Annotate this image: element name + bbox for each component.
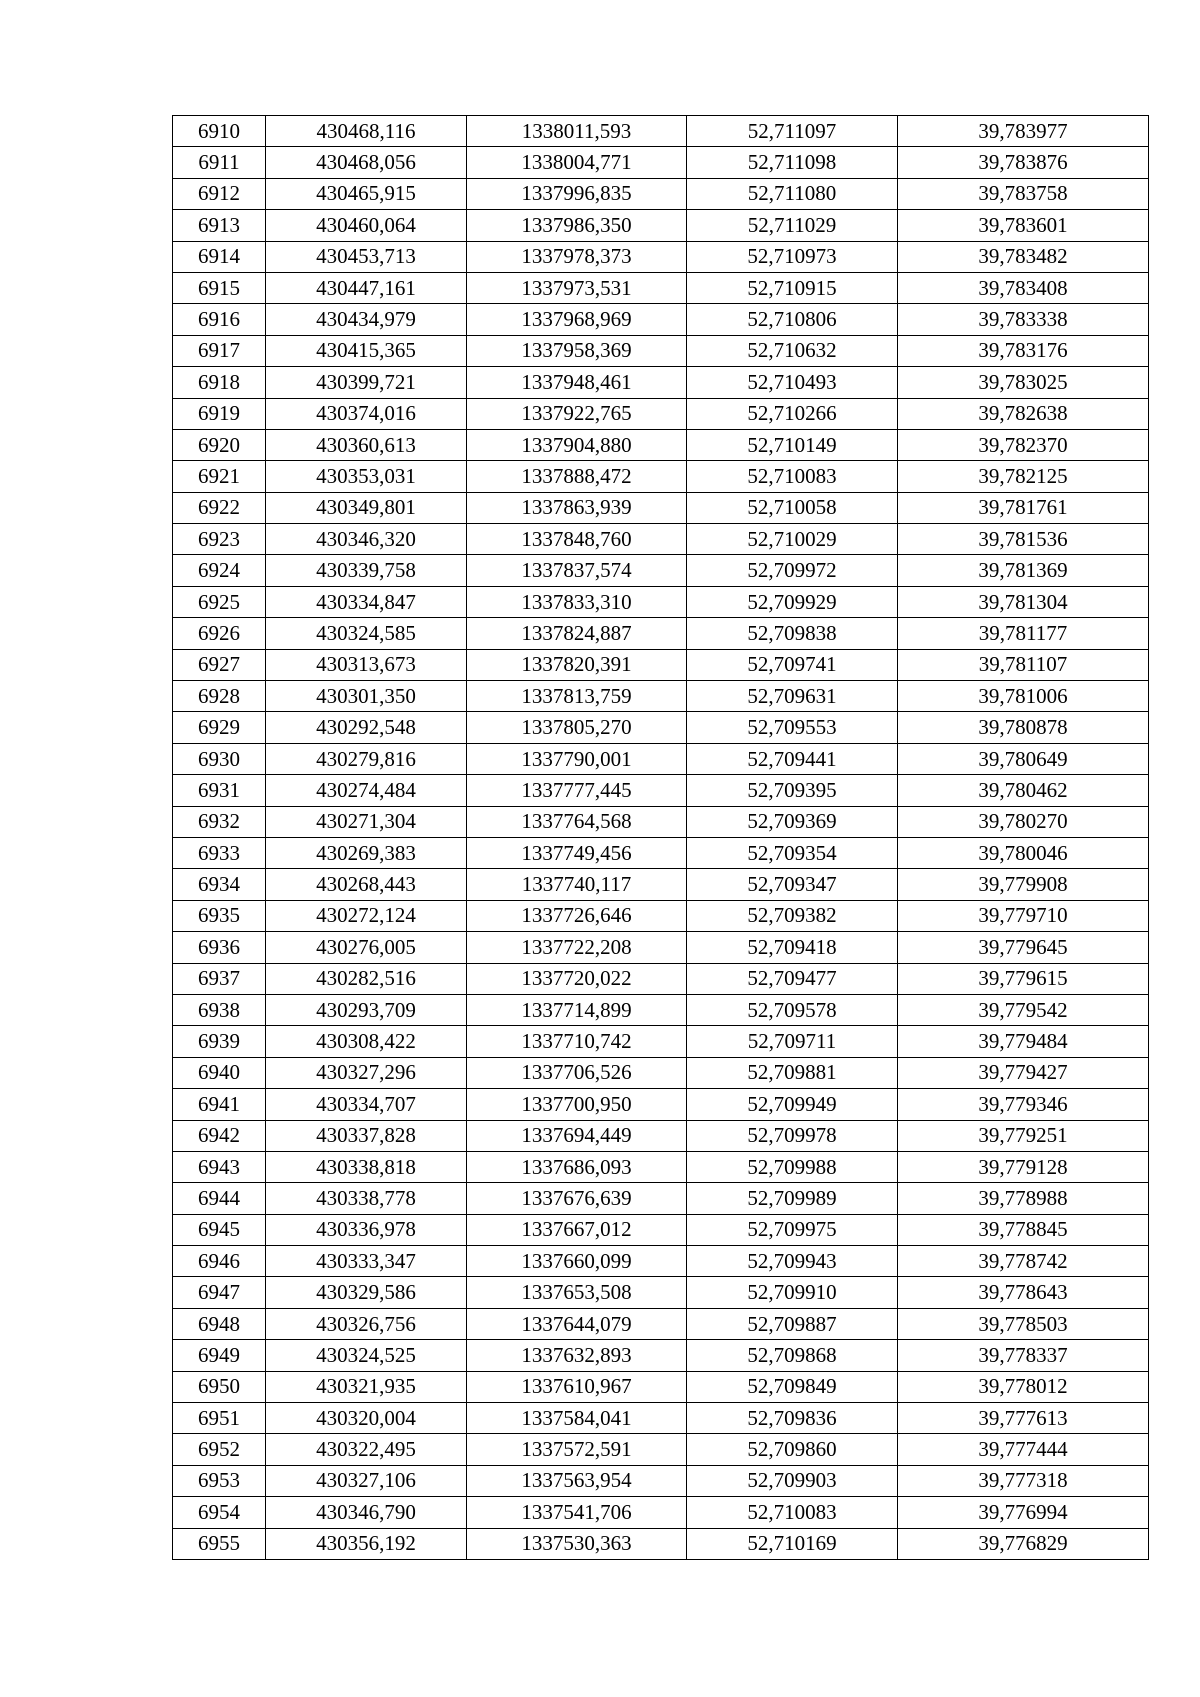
point-number-cell: 6937 — [173, 963, 266, 994]
coordinates-table — [172, 115, 1149, 1560]
latitude-cell: 52,710973 — [687, 241, 898, 272]
longitude-cell: 39,783025 — [898, 367, 1149, 398]
latitude-cell: 52,711029 — [687, 210, 898, 241]
point-number-cell: 6943 — [173, 1151, 266, 1182]
x-coordinate-cell: 430336,978 — [266, 1214, 467, 1245]
x-coordinate-cell: 430434,979 — [266, 304, 467, 335]
table-row — [173, 806, 1149, 837]
table-row — [173, 712, 1149, 743]
table-row — [173, 492, 1149, 523]
table-row — [173, 1151, 1149, 1182]
point-number-cell: 6946 — [173, 1246, 266, 1277]
point-number-cell: 6924 — [173, 555, 266, 586]
longitude-cell: 39,779427 — [898, 1057, 1149, 1088]
x-coordinate-cell: 430292,548 — [266, 712, 467, 743]
longitude-cell: 39,782125 — [898, 461, 1149, 492]
y-coordinate-cell: 1337706,526 — [467, 1057, 687, 1088]
point-number-cell: 6952 — [173, 1434, 266, 1465]
x-coordinate-cell: 430356,192 — [266, 1528, 467, 1559]
longitude-cell: 39,779710 — [898, 900, 1149, 931]
point-number-cell: 6947 — [173, 1277, 266, 1308]
x-coordinate-cell: 430465,915 — [266, 178, 467, 209]
point-number-cell: 6945 — [173, 1214, 266, 1245]
y-coordinate-cell: 1337805,270 — [467, 712, 687, 743]
latitude-cell: 52,711097 — [687, 116, 898, 147]
x-coordinate-cell: 430293,709 — [266, 994, 467, 1025]
latitude-cell: 52,709910 — [687, 1277, 898, 1308]
y-coordinate-cell: 1337653,508 — [467, 1277, 687, 1308]
longitude-cell: 39,778012 — [898, 1371, 1149, 1402]
point-number-cell: 6916 — [173, 304, 266, 335]
longitude-cell: 39,778988 — [898, 1183, 1149, 1214]
y-coordinate-cell: 1337530,363 — [467, 1528, 687, 1559]
table-row — [173, 1497, 1149, 1528]
longitude-cell: 39,780046 — [898, 837, 1149, 868]
longitude-cell: 39,776994 — [898, 1497, 1149, 1528]
x-coordinate-cell: 430399,721 — [266, 367, 467, 398]
latitude-cell: 52,709382 — [687, 900, 898, 931]
y-coordinate-cell: 1337749,456 — [467, 837, 687, 868]
point-number-cell: 6925 — [173, 586, 266, 617]
longitude-cell: 39,781304 — [898, 586, 1149, 617]
latitude-cell: 52,709838 — [687, 618, 898, 649]
y-coordinate-cell: 1337820,391 — [467, 649, 687, 680]
y-coordinate-cell: 1337632,893 — [467, 1340, 687, 1371]
longitude-cell: 39,783176 — [898, 335, 1149, 366]
latitude-cell: 52,709860 — [687, 1434, 898, 1465]
x-coordinate-cell: 430327,106 — [266, 1465, 467, 1496]
longitude-cell: 39,783408 — [898, 272, 1149, 303]
point-number-cell: 6919 — [173, 398, 266, 429]
x-coordinate-cell: 430338,778 — [266, 1183, 467, 1214]
table-row — [173, 1403, 1149, 1434]
latitude-cell: 52,709395 — [687, 775, 898, 806]
latitude-cell: 52,711098 — [687, 147, 898, 178]
latitude-cell: 52,710806 — [687, 304, 898, 335]
latitude-cell: 52,710083 — [687, 1497, 898, 1528]
x-coordinate-cell: 430321,935 — [266, 1371, 467, 1402]
point-number-cell: 6926 — [173, 618, 266, 649]
latitude-cell: 52,709347 — [687, 869, 898, 900]
y-coordinate-cell: 1337790,001 — [467, 743, 687, 774]
x-coordinate-cell: 430453,713 — [266, 241, 467, 272]
longitude-cell: 39,776829 — [898, 1528, 1149, 1559]
point-number-cell: 6930 — [173, 743, 266, 774]
table-row — [173, 1120, 1149, 1151]
x-coordinate-cell: 430339,758 — [266, 555, 467, 586]
table-row — [173, 1465, 1149, 1496]
table-row — [173, 1026, 1149, 1057]
y-coordinate-cell: 1337863,939 — [467, 492, 687, 523]
x-coordinate-cell: 430349,801 — [266, 492, 467, 523]
y-coordinate-cell: 1337888,472 — [467, 461, 687, 492]
table-row — [173, 743, 1149, 774]
longitude-cell: 39,782638 — [898, 398, 1149, 429]
point-number-cell: 6915 — [173, 272, 266, 303]
point-number-cell: 6911 — [173, 147, 266, 178]
point-number-cell: 6938 — [173, 994, 266, 1025]
longitude-cell: 39,778845 — [898, 1214, 1149, 1245]
point-number-cell: 6912 — [173, 178, 266, 209]
table-row — [173, 1528, 1149, 1559]
y-coordinate-cell: 1337714,899 — [467, 994, 687, 1025]
latitude-cell: 52,710632 — [687, 335, 898, 366]
point-number-cell: 6913 — [173, 210, 266, 241]
x-coordinate-cell: 430346,790 — [266, 1497, 467, 1528]
y-coordinate-cell: 1337833,310 — [467, 586, 687, 617]
latitude-cell: 52,711080 — [687, 178, 898, 209]
table-row — [173, 335, 1149, 366]
latitude-cell: 52,709418 — [687, 932, 898, 963]
y-coordinate-cell: 1337986,350 — [467, 210, 687, 241]
latitude-cell: 52,710058 — [687, 492, 898, 523]
longitude-cell: 39,783876 — [898, 147, 1149, 178]
x-coordinate-cell: 430308,422 — [266, 1026, 467, 1057]
point-number-cell: 6931 — [173, 775, 266, 806]
y-coordinate-cell: 1337922,765 — [467, 398, 687, 429]
longitude-cell: 39,778503 — [898, 1308, 1149, 1339]
y-coordinate-cell: 1337644,079 — [467, 1308, 687, 1339]
table-row — [173, 524, 1149, 555]
latitude-cell: 52,709975 — [687, 1214, 898, 1245]
point-number-cell: 6948 — [173, 1308, 266, 1339]
table-row — [173, 429, 1149, 460]
longitude-cell: 39,779128 — [898, 1151, 1149, 1182]
latitude-cell: 52,710029 — [687, 524, 898, 555]
table-row — [173, 586, 1149, 617]
table-row — [173, 304, 1149, 335]
y-coordinate-cell: 1337848,760 — [467, 524, 687, 555]
x-coordinate-cell: 430324,525 — [266, 1340, 467, 1371]
latitude-cell: 52,710493 — [687, 367, 898, 398]
x-coordinate-cell: 430415,365 — [266, 335, 467, 366]
longitude-cell: 39,779615 — [898, 963, 1149, 994]
longitude-cell: 39,779251 — [898, 1120, 1149, 1151]
latitude-cell: 52,709354 — [687, 837, 898, 868]
table-row — [173, 1308, 1149, 1339]
longitude-cell: 39,780878 — [898, 712, 1149, 743]
latitude-cell: 52,709849 — [687, 1371, 898, 1402]
latitude-cell: 52,709887 — [687, 1308, 898, 1339]
table-row — [173, 210, 1149, 241]
coordinates-table-body — [173, 116, 1149, 1560]
latitude-cell: 52,709903 — [687, 1465, 898, 1496]
x-coordinate-cell: 430346,320 — [266, 524, 467, 555]
y-coordinate-cell: 1338011,593 — [467, 116, 687, 147]
table-row — [173, 1214, 1149, 1245]
x-coordinate-cell: 430353,031 — [266, 461, 467, 492]
y-coordinate-cell: 1337978,373 — [467, 241, 687, 272]
y-coordinate-cell: 1337996,835 — [467, 178, 687, 209]
latitude-cell: 52,709441 — [687, 743, 898, 774]
y-coordinate-cell: 1337720,022 — [467, 963, 687, 994]
table-row — [173, 1089, 1149, 1120]
y-coordinate-cell: 1337563,954 — [467, 1465, 687, 1496]
point-number-cell: 6934 — [173, 869, 266, 900]
point-number-cell: 6954 — [173, 1497, 266, 1528]
table-row — [173, 618, 1149, 649]
point-number-cell: 6953 — [173, 1465, 266, 1496]
latitude-cell: 52,709881 — [687, 1057, 898, 1088]
y-coordinate-cell: 1337710,742 — [467, 1026, 687, 1057]
point-number-cell: 6951 — [173, 1403, 266, 1434]
latitude-cell: 52,710169 — [687, 1528, 898, 1559]
y-coordinate-cell: 1337726,646 — [467, 900, 687, 931]
longitude-cell: 39,781536 — [898, 524, 1149, 555]
point-number-cell: 6921 — [173, 461, 266, 492]
y-coordinate-cell: 1337764,568 — [467, 806, 687, 837]
point-number-cell: 6923 — [173, 524, 266, 555]
longitude-cell: 39,783758 — [898, 178, 1149, 209]
longitude-cell: 39,781761 — [898, 492, 1149, 523]
x-coordinate-cell: 430334,847 — [266, 586, 467, 617]
longitude-cell: 39,781369 — [898, 555, 1149, 586]
x-coordinate-cell: 430322,495 — [266, 1434, 467, 1465]
point-number-cell: 6910 — [173, 116, 266, 147]
point-number-cell: 6935 — [173, 900, 266, 931]
point-number-cell: 6949 — [173, 1340, 266, 1371]
y-coordinate-cell: 1337584,041 — [467, 1403, 687, 1434]
table-row — [173, 681, 1149, 712]
latitude-cell: 52,709711 — [687, 1026, 898, 1057]
x-coordinate-cell: 430313,673 — [266, 649, 467, 680]
latitude-cell: 52,709477 — [687, 963, 898, 994]
latitude-cell: 52,710266 — [687, 398, 898, 429]
longitude-cell: 39,778742 — [898, 1246, 1149, 1277]
longitude-cell: 39,777444 — [898, 1434, 1149, 1465]
y-coordinate-cell: 1337904,880 — [467, 429, 687, 460]
table-row — [173, 900, 1149, 931]
latitude-cell: 52,709868 — [687, 1340, 898, 1371]
longitude-cell: 39,778337 — [898, 1340, 1149, 1371]
x-coordinate-cell: 430337,828 — [266, 1120, 467, 1151]
longitude-cell: 39,779645 — [898, 932, 1149, 963]
latitude-cell: 52,709949 — [687, 1089, 898, 1120]
x-coordinate-cell: 430326,756 — [266, 1308, 467, 1339]
x-coordinate-cell: 430320,004 — [266, 1403, 467, 1434]
longitude-cell: 39,783977 — [898, 116, 1149, 147]
point-number-cell: 6942 — [173, 1120, 266, 1151]
y-coordinate-cell: 1337837,574 — [467, 555, 687, 586]
y-coordinate-cell: 1337694,449 — [467, 1120, 687, 1151]
table-row — [173, 1434, 1149, 1465]
point-number-cell: 6914 — [173, 241, 266, 272]
table-row — [173, 272, 1149, 303]
table-row — [173, 555, 1149, 586]
table-row — [173, 367, 1149, 398]
y-coordinate-cell: 1337777,445 — [467, 775, 687, 806]
point-number-cell: 6955 — [173, 1528, 266, 1559]
y-coordinate-cell: 1337973,531 — [467, 272, 687, 303]
y-coordinate-cell: 1337686,093 — [467, 1151, 687, 1182]
point-number-cell: 6944 — [173, 1183, 266, 1214]
x-coordinate-cell: 430301,350 — [266, 681, 467, 712]
latitude-cell: 52,710083 — [687, 461, 898, 492]
point-number-cell: 6932 — [173, 806, 266, 837]
point-number-cell: 6929 — [173, 712, 266, 743]
x-coordinate-cell: 430360,613 — [266, 429, 467, 460]
x-coordinate-cell: 430460,064 — [266, 210, 467, 241]
x-coordinate-cell: 430327,296 — [266, 1057, 467, 1088]
y-coordinate-cell: 1337541,706 — [467, 1497, 687, 1528]
y-coordinate-cell: 1337700,950 — [467, 1089, 687, 1120]
longitude-cell: 39,780462 — [898, 775, 1149, 806]
longitude-cell: 39,780270 — [898, 806, 1149, 837]
latitude-cell: 52,710149 — [687, 429, 898, 460]
point-number-cell: 6950 — [173, 1371, 266, 1402]
longitude-cell: 39,783601 — [898, 210, 1149, 241]
table-row — [173, 1340, 1149, 1371]
table-row — [173, 932, 1149, 963]
point-number-cell: 6940 — [173, 1057, 266, 1088]
latitude-cell: 52,709972 — [687, 555, 898, 586]
x-coordinate-cell: 430447,161 — [266, 272, 467, 303]
longitude-cell: 39,781006 — [898, 681, 1149, 712]
latitude-cell: 52,710915 — [687, 272, 898, 303]
point-number-cell: 6917 — [173, 335, 266, 366]
x-coordinate-cell: 430324,585 — [266, 618, 467, 649]
point-number-cell: 6939 — [173, 1026, 266, 1057]
latitude-cell: 52,709988 — [687, 1151, 898, 1182]
longitude-cell: 39,779908 — [898, 869, 1149, 900]
x-coordinate-cell: 430279,816 — [266, 743, 467, 774]
longitude-cell: 39,783482 — [898, 241, 1149, 272]
table-row — [173, 398, 1149, 429]
longitude-cell: 39,783338 — [898, 304, 1149, 335]
latitude-cell: 52,709369 — [687, 806, 898, 837]
table-row — [173, 116, 1149, 147]
point-number-cell: 6918 — [173, 367, 266, 398]
table-row — [173, 837, 1149, 868]
y-coordinate-cell: 1337948,461 — [467, 367, 687, 398]
latitude-cell: 52,709578 — [687, 994, 898, 1025]
point-number-cell: 6927 — [173, 649, 266, 680]
table-row — [173, 178, 1149, 209]
y-coordinate-cell: 1337958,369 — [467, 335, 687, 366]
x-coordinate-cell: 430269,383 — [266, 837, 467, 868]
latitude-cell: 52,709631 — [687, 681, 898, 712]
table-row — [173, 1277, 1149, 1308]
y-coordinate-cell: 1337740,117 — [467, 869, 687, 900]
latitude-cell: 52,709553 — [687, 712, 898, 743]
x-coordinate-cell: 430468,056 — [266, 147, 467, 178]
x-coordinate-cell: 430276,005 — [266, 932, 467, 963]
latitude-cell: 52,709929 — [687, 586, 898, 617]
longitude-cell: 39,778643 — [898, 1277, 1149, 1308]
longitude-cell: 39,781107 — [898, 649, 1149, 680]
y-coordinate-cell: 1337610,967 — [467, 1371, 687, 1402]
longitude-cell: 39,779484 — [898, 1026, 1149, 1057]
y-coordinate-cell: 1337968,969 — [467, 304, 687, 335]
y-coordinate-cell: 1337813,759 — [467, 681, 687, 712]
longitude-cell: 39,779346 — [898, 1089, 1149, 1120]
longitude-cell: 39,780649 — [898, 743, 1149, 774]
table-row — [173, 1057, 1149, 1088]
x-coordinate-cell: 430272,124 — [266, 900, 467, 931]
x-coordinate-cell: 430374,016 — [266, 398, 467, 429]
table-row — [173, 1246, 1149, 1277]
point-number-cell: 6928 — [173, 681, 266, 712]
longitude-cell: 39,779542 — [898, 994, 1149, 1025]
y-coordinate-cell: 1337572,591 — [467, 1434, 687, 1465]
latitude-cell: 52,709836 — [687, 1403, 898, 1434]
latitude-cell: 52,709978 — [687, 1120, 898, 1151]
table-row — [173, 461, 1149, 492]
table-row — [173, 869, 1149, 900]
point-number-cell: 6941 — [173, 1089, 266, 1120]
longitude-cell: 39,781177 — [898, 618, 1149, 649]
x-coordinate-cell: 430334,707 — [266, 1089, 467, 1120]
table-row — [173, 963, 1149, 994]
x-coordinate-cell: 430468,116 — [266, 116, 467, 147]
table-row — [173, 1183, 1149, 1214]
x-coordinate-cell: 430333,347 — [266, 1246, 467, 1277]
table-row — [173, 994, 1149, 1025]
longitude-cell: 39,777318 — [898, 1465, 1149, 1496]
table-row — [173, 1371, 1149, 1402]
longitude-cell: 39,782370 — [898, 429, 1149, 460]
table-row — [173, 775, 1149, 806]
x-coordinate-cell: 430274,484 — [266, 775, 467, 806]
y-coordinate-cell: 1337722,208 — [467, 932, 687, 963]
latitude-cell: 52,709989 — [687, 1183, 898, 1214]
latitude-cell: 52,709741 — [687, 649, 898, 680]
y-coordinate-cell: 1337824,887 — [467, 618, 687, 649]
table-row — [173, 241, 1149, 272]
y-coordinate-cell: 1337667,012 — [467, 1214, 687, 1245]
x-coordinate-cell: 430338,818 — [266, 1151, 467, 1182]
y-coordinate-cell: 1338004,771 — [467, 147, 687, 178]
y-coordinate-cell: 1337660,099 — [467, 1246, 687, 1277]
x-coordinate-cell: 430271,304 — [266, 806, 467, 837]
y-coordinate-cell: 1337676,639 — [467, 1183, 687, 1214]
point-number-cell: 6922 — [173, 492, 266, 523]
point-number-cell: 6933 — [173, 837, 266, 868]
table-row — [173, 649, 1149, 680]
table-row — [173, 147, 1149, 178]
x-coordinate-cell: 430329,586 — [266, 1277, 467, 1308]
latitude-cell: 52,709943 — [687, 1246, 898, 1277]
longitude-cell: 39,777613 — [898, 1403, 1149, 1434]
point-number-cell: 6920 — [173, 429, 266, 460]
point-number-cell: 6936 — [173, 932, 266, 963]
x-coordinate-cell: 430282,516 — [266, 963, 467, 994]
x-coordinate-cell: 430268,443 — [266, 869, 467, 900]
